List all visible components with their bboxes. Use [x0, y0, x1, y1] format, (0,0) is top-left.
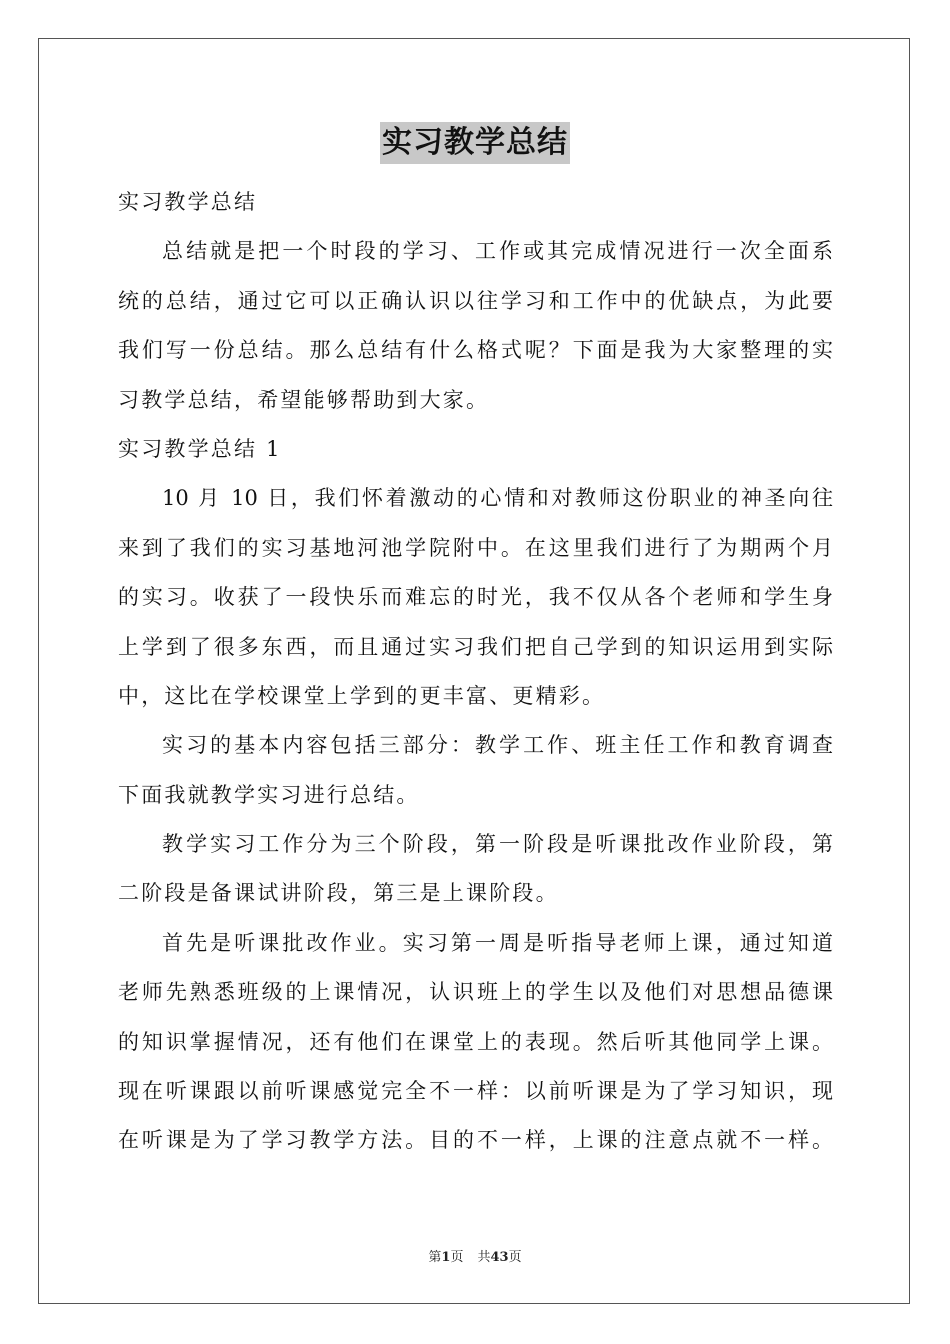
text-line: 在听课是为了学习教学方法。目的不一样，上课的注意点就不一样。 [118, 1128, 833, 1153]
text-line: 来到了我们的实习基地河池学院附中。在这里我们进行了为期两个月 [118, 535, 833, 560]
total-pages: 43 [490, 1250, 509, 1265]
text-line: 首先是听课批改作业。实习第一周是听指导老师上课，通过知道 [162, 930, 833, 955]
text-line: 中，这比在学校课堂上学到的更丰富、更精彩。 [118, 683, 606, 708]
text-line: 教学实习工作分为三个阶段，第一阶段是听课批改作业阶段，第 [162, 832, 833, 857]
page-suffix: 页 [450, 1250, 464, 1265]
text-line: 实习教学总结 [118, 190, 258, 214]
text-line: 10 月 10 日，我们怀着激动的心情和对教师这份职业的神圣向往 [162, 486, 833, 511]
text-line: 习教学总结，希望能够帮助到大家。 [118, 387, 490, 412]
document-body [118, 178, 833, 1166]
document-title: 实习教学总结 [380, 122, 570, 164]
title-wrap [0, 122, 950, 164]
page-number: 1 [441, 1250, 451, 1265]
page-prefix: 第 [428, 1250, 442, 1265]
text-line: 二阶段是备课试讲阶段，第三是上课阶段。 [118, 881, 559, 906]
text-line: 统的总结，通过它可以正确认识以往学习和工作中的优缺点，为此要 [118, 288, 833, 313]
text-line: 老师先熟悉班级的上课情况，认识班上的学生以及他们对思想品德课 [118, 980, 833, 1005]
text-line: 我们写一份总结。那么总结有什么格式呢？下面是我为大家整理的实 [118, 338, 833, 363]
text-line: 上学到了很多东西，而且通过实习我们把自己学到的知识运用到实际 [118, 634, 833, 659]
text-line: 下面我就教学实习进行总结。 [118, 782, 420, 807]
page-footer [0, 1246, 950, 1265]
text-line: 的实习。收获了一段快乐而难忘的时光，我不仅从各个老师和学生身 [118, 585, 833, 610]
text-line: 实习的基本内容包括三部分：教学工作、班主任工作和教育调查 [162, 733, 833, 758]
total-prefix: 共 [477, 1250, 491, 1265]
text-line: 的知识掌握情况，还有他们在课堂上的表现。然后听其他同学上课。 [118, 1029, 833, 1054]
total-suffix: 页 [508, 1250, 522, 1265]
text-line: 总结就是把一个时段的学习、工作或其完成情况进行一次全面系 [162, 239, 833, 264]
text-line: 现在听课跟以前听课感觉完全不一样：以前听课是为了学习知识，现 [118, 1079, 833, 1104]
text-line: 实习教学总结 1 [118, 436, 282, 461]
